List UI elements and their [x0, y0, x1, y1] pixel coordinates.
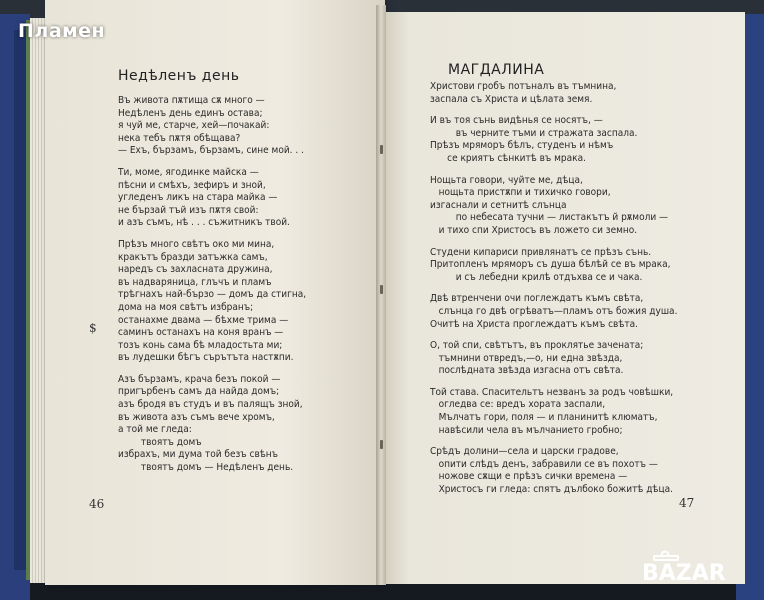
poem-line: Въ живота пѫтища сѫ много —: [118, 95, 265, 106]
poem-line: изгаснали и сетнитѣ слънца: [430, 199, 567, 211]
poem-line: И въ тоя сънь видѣнья се носятъ, —: [430, 115, 603, 127]
poem-line: и тихо спи Христосъ въ ложето си земно.: [430, 224, 638, 236]
poem-stanza: [430, 340, 677, 378]
left-page-number: 46: [89, 497, 105, 511]
poem-line: Христови гробъ потъналъ въ тъмнина,: [430, 81, 617, 92]
right-page-title: МАГДАЛИНА: [448, 62, 545, 78]
poem-stanza: [430, 247, 677, 285]
poem-stanza: [118, 95, 306, 158]
poem-stanza: [430, 115, 677, 165]
bag-top-icon: [654, 556, 678, 560]
poem-line: послѣдната звѣзда изгасна отъ свѣта.: [430, 365, 624, 377]
poem-line: не бързай тъй изъ пѫтя свой:: [118, 204, 259, 216]
poem-line: Прѣзъ много свѣтъ око ми мина,: [118, 238, 275, 250]
poem-line: тъмнини отвредъ,—о, ни една звѣзда,: [430, 352, 623, 364]
poem-line: заспала съ Христа и цѣлата земя.: [430, 93, 593, 105]
poem-stanza: [430, 175, 677, 238]
poem-line: слънца го двѣ огрѣватъ—пламъ отъ божия душа.: [430, 305, 678, 317]
poem-line: Ти, моме, ягодинке майска —: [118, 166, 259, 178]
poem-line: Христосъ ги гледа: спятъ дълбоко божитѣ дѣца.: [430, 484, 673, 496]
poem-line: Студени кипариси привлянатъ се прѣзъ сънь.: [430, 246, 652, 258]
binding-stitch: [380, 145, 383, 154]
poem-stanza: [118, 167, 306, 230]
poem-line: О, той спи, свѣтътъ, въ проклятье зачената;: [430, 340, 644, 352]
poem-line: Недѣленъ день единъ остава;: [118, 107, 263, 119]
poem-stanza: [430, 293, 677, 331]
poem-line: Той става. Спасительтъ незванъ за родъ човѣшки,: [430, 386, 674, 398]
left-page-poem: [118, 95, 306, 484]
poem-line: въ лудешки бѣгъ сърътъта настѫпи.: [118, 352, 294, 364]
poem-line: Мълчатъ гори, поля — и планинитѣ клюматъ,: [430, 412, 658, 424]
poem-line: и съ лебедни крилѣ отдъхва се и чака.: [430, 271, 643, 283]
poem-line: тозъ конь сама бѣ младостьта ми;: [118, 339, 283, 351]
poem-line: азъ бродя въ студъ и въ палящъ зной,: [118, 399, 303, 411]
poem-line: огледва се: вредъ хората заспали,: [430, 399, 606, 411]
poem-line: кракътъ бразди затъжка самъ,: [118, 251, 268, 263]
poem-line: Прѣзъ мряморъ бѣлъ, студенъ и нѣмъ: [430, 140, 614, 152]
poem-line: саминъ останахъ на коня вранъ —: [118, 327, 284, 339]
poem-stanza: [118, 374, 306, 475]
poem-line: и азъ съмъ, нѣ . . . съжитникъ твой.: [118, 217, 290, 229]
poem-line: навѣсили чела въ мълчанието гробно;: [430, 424, 623, 436]
poem-line: по небесата тучни — листакътъ й рѫмоли —: [430, 212, 669, 224]
poem-line: Двѣ втренчени очи поглеждатъ къмъ свѣта,: [430, 293, 644, 305]
poem-line: въ черните тъми и стражата заспала.: [430, 127, 638, 139]
right-page-poem: [430, 81, 677, 506]
poem-line: Азъ бързамъ, крача безъ покой —: [118, 373, 281, 385]
poem-line: въ живота азъ съмъ вече хромъ,: [118, 411, 275, 423]
poem-line: останахме двама — бѣхме трима —: [118, 314, 289, 326]
binding-stitch: [380, 440, 383, 449]
poem-stanza: [430, 81, 677, 106]
poem-line: въ надваряница, глъчъ и пламъ: [118, 276, 272, 288]
poem-line: ножове сѫщи е прѣзъ сички времена —: [430, 471, 628, 483]
poem-line: Срѣдъ долини—села и царски градове,: [430, 446, 619, 458]
bazar-logo: [640, 548, 760, 592]
poem-line: се криятъ сѣнкитѣ въ мрака.: [430, 152, 586, 164]
poem-line: Притопленъ мряморъ съ душа бѣлѣй се въ мрака,: [430, 259, 671, 271]
poem-line: дома на моя свѣтъ избранъ;: [118, 301, 254, 313]
poem-line: пригърбенъ самъ да найда домъ;: [118, 386, 280, 398]
poem-line: нека тебъ пѫтя обѣщава?: [118, 132, 241, 144]
logo-text: BAZAR: [642, 561, 726, 586]
poem-line: трѣгнахъ най-бързо — домъ да стигна,: [118, 289, 307, 301]
poem-line: пѣсни и смѣхъ, зефиръ и зной,: [118, 179, 266, 191]
poem-line: нощьта пристѫпи и тихичко говори,: [430, 187, 611, 199]
binding-stitch: [380, 285, 383, 294]
left-page-title: Недѣленъ день: [118, 68, 240, 84]
right-page-number: 47: [679, 496, 695, 510]
book-gutter: [376, 5, 386, 585]
poem-line: а той ме гледа:: [118, 424, 192, 436]
poem-line: Нощьта говори, чуйте ме, дѣца,: [430, 174, 583, 186]
watermark-text: Пламен: [18, 20, 106, 42]
poem-stanza: [430, 387, 677, 437]
margin-mark: $: [89, 321, 97, 335]
poem-line: избрахъ, ми дума той безъ свѣнъ: [118, 449, 279, 461]
poem-line: я чуй ме, старче, хей—почакай:: [118, 120, 270, 132]
poem-stanza: [430, 446, 677, 496]
poem-line: угледенъ ликъ на стара майка —: [118, 192, 278, 204]
poem-line: опити слѣдъ денъ, забравили се въ похотъ —: [430, 458, 658, 470]
poem-line: наредъ съ захласната дружина,: [118, 264, 273, 276]
poem-line: твоятъ домъ: [118, 436, 202, 448]
poem-line: Очитѣ на Христа проглеждатъ къмъ свѣта.: [430, 318, 639, 330]
poem-line: — Ехъ, бързамъ, бързамъ, сине мой. . .: [118, 145, 304, 157]
poem-stanza: [118, 239, 306, 365]
poem-line: твоятъ домъ — Недѣленъ день.: [118, 462, 294, 474]
